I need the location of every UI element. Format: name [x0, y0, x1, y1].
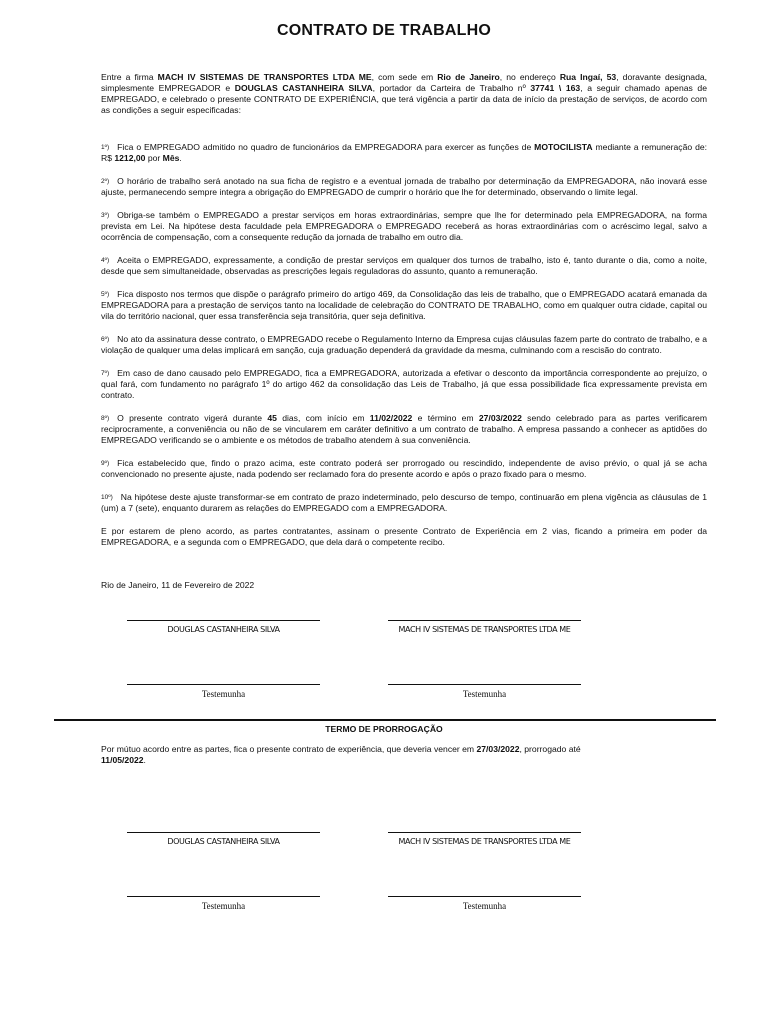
signature-label: Testemunha — [462, 689, 507, 699]
clause-text: . — [179, 153, 182, 163]
clause-9 — [101, 458, 707, 480]
signature-line — [388, 896, 581, 897]
clause-number: 5º) — [101, 291, 110, 298]
employee-name: DOUGLAS CASTANHEIRA SILVA — [234, 83, 373, 93]
clause-number: 3º) — [101, 212, 110, 219]
extension-clause-text: , prorrogado até — [519, 744, 581, 754]
signature-witness-2 — [388, 684, 581, 699]
clause-text: Fica estabelecido que, findo o prazo acima, este contrato poderá ser prorrogado ou rescindido, independente de aviso prévio, o qual já se acha convencionado no presente ajuste, nada podendo ser reclamado fora do presente acordo e após o prazo fixado para o mesmo. — [101, 458, 707, 479]
intro-text: , portador da Carteira de Trabalho nº — [372, 83, 531, 93]
intro-text: , a seguir chamado apenas de EMPREGADO, e celebrado o presente CONTRATO DE EXPERIÊNCIA, que terá vigência a partir da data de início da prestação de serviços, de acordo com as condições a seguir especificadas: — [101, 83, 707, 115]
signature-line — [388, 684, 581, 685]
extension-text — [101, 744, 621, 766]
clause-number: 7º) — [101, 370, 110, 377]
company-address: Rua Ingaí, 53 — [559, 72, 617, 82]
clause-number: 10º) — [101, 494, 113, 501]
closing-paragraph: E por estarem de pleno acordo, as partes contratantes, assinam o presente Contrato de Experiência em 2 vias, ficando a primeira em poder da EMPREGADORA, e a segunda com o EMPREGADO, que dela dará o competente recibo. — [101, 526, 707, 547]
old-end-date: 27/03/2022 — [476, 744, 520, 754]
signature-employee-extension — [127, 832, 320, 846]
clause-text: e término em — [412, 413, 479, 423]
clause-number: 2º) — [101, 178, 110, 185]
job-role: MOTOCILISTA — [534, 142, 593, 152]
intro-text: Entre a firma — [101, 72, 158, 82]
salary-value: 1212,00 — [114, 153, 146, 163]
extension-clause-text: . — [143, 755, 146, 765]
ctps-number: 37741 \ 163 — [530, 83, 581, 93]
clause-8 — [101, 413, 707, 446]
signature-line — [127, 832, 320, 833]
clause-text: Fica o EMPREGADO admitido no quadro de funcionários da EMPREGADORA para exercer as funções de — [117, 142, 535, 152]
intro-paragraph — [101, 72, 707, 116]
clause-text: Em caso de dano causado pelo EMPREGADO, fica a EMPREGADORA, autorizada a efetivar o desconto da importância correspondente ao prejuízo, o qual fará, com fundamento no parágrafo 1º do artigo 462 da consolidação das Leis de Trabalho, já que essa possibilidade fica expressamente prevista em contrato. — [101, 368, 707, 400]
clause-number: 4º) — [101, 257, 110, 264]
signature-label: DOUGLAS CASTANHEIRA SILVA — [167, 625, 280, 634]
signature-line — [388, 832, 581, 833]
signature-label: MACH IV SISTEMAS DE TRANSPORTES LTDA ME — [398, 625, 571, 634]
clause-text: O presente contrato vigerá durante — [117, 413, 268, 423]
clause-text: No ato da assinatura desse contrato, o EMPREGADO recebe o Regulamento Interno da Empresa cujas cláusulas fazem parte do contrato de trabalho, e a violação de qualquer uma delas implicará em sanção, cuja graduação dependerá da gravidade da mesma, culminando com a rescisão do contrato. — [101, 334, 707, 355]
clause-text: Fica disposto nos termos que dispõe o parágrafo primeiro do artigo 469, da Consolidação das leis de trabalho, que o EMPREGADO acatará emanada da EMPREGADORA para a prestação de serviços tanto na localidade de celebração do CONTRATO DE TRABALHO, como em qualquer outra cidade, capital ou vila do território nacional, quer essa transferência seja transitória, quer seja definitiva. — [101, 289, 707, 321]
signature-label: Testemunha — [462, 901, 507, 911]
signature-employer-extension — [388, 832, 581, 846]
signature-employee — [127, 620, 320, 634]
signature-witness-1 — [127, 684, 320, 699]
document-title: CONTRATO DE TRABALHO — [276, 22, 492, 39]
clause-7 — [101, 368, 707, 401]
clause-6 — [101, 334, 707, 356]
clause-text: O horário de trabalho será anotado na sua ficha de registro e a eventual jornada de trabalho por determinação da EMPREGADORA, não inovará esse ajuste, permanecendo sempre integra a obrigação do EMPREGADO de cumprir o horário que lhe for determinado, observando o limite legal. — [101, 176, 707, 197]
end-date: 27/03/2022 — [478, 413, 522, 423]
extension-title: TERMO DE PRORROGAÇÃO — [325, 724, 443, 734]
contract-body — [101, 72, 707, 560]
clause-4 — [101, 255, 707, 277]
clause-text: Obriga-se também o EMPREGADO a prestar serviços em horas extraordinárias, sempre que lhe for determinado pela EMPREGADORA, na forma prevista em Lei. Na hipótese desta faculdade pela EMPREGADORA o EMPREGADO receberá as horas extraordinárias com o acréscimo legal, salvo a ocorrência de compensação, com a consequente redução da jornada de trabalho em outro dia. — [101, 210, 707, 242]
intro-text: , com sede em — [371, 72, 438, 82]
clause-text: Aceita o EMPREGADO, expressamente, a condição de prestar serviços em qualquer dos turnos de trabalho, isto é, tanto durante o dia, como a noite, desde que sem simultaneidade, observadas as prescrições legais reguladoras do assunto, quanto a remuneração. — [101, 255, 707, 276]
signature-line — [127, 684, 320, 685]
signature-label: MACH IV SISTEMAS DE TRANSPORTES LTDA ME — [398, 837, 571, 846]
clause-10 — [101, 492, 707, 514]
clause-3 — [101, 210, 707, 243]
extension-clause-text: Por mútuo acordo entre as partes, fica o presente contrato de experiência, que deveria vencer em — [101, 744, 477, 754]
clause-1 — [101, 142, 707, 164]
signature-label: Testemunha — [201, 689, 246, 699]
signature-witness-2-extension — [388, 896, 581, 911]
new-end-date: 11/05/2022 — [101, 755, 144, 765]
clause-text: por — [145, 153, 163, 163]
intro-text: , doravante designada, simplesmente EMPREGADOR e — [101, 72, 708, 93]
salary-period: Mês — [162, 153, 180, 163]
start-date: 11/02/2022 — [369, 413, 413, 423]
clause-text: mediante a remuneração de: R$ — [101, 142, 708, 163]
clause-text: Na hipótese deste ajuste transformar-se em contrato de prazo indeterminado, pelo descurso de tempo, continuarão em plena vigência as cláusulas de 1 (um) a 7 (sete), enquanto durarem as relações do EMPREGADO com a EMPREGADORA. — [101, 492, 707, 513]
contract-days: 45 — [267, 413, 277, 423]
clause-number: 8º) — [101, 415, 110, 422]
signature-employer — [388, 620, 581, 634]
clause-text: sendo celebrado para as partes verificarem reciprocramente, a conveniência ou não de se vincularem em caráter definitivo a um contrato de trabalho. A empresa passando a conhecer as aptidões do EMPREGADO verificando se o ambiente e os métodos de trabalho atendem à sua conveniência. — [101, 413, 707, 445]
clause-number: 6º) — [101, 336, 110, 343]
signature-label: Testemunha — [201, 901, 246, 911]
signature-line — [388, 620, 581, 621]
company-city: Rio de Janeiro — [437, 72, 500, 82]
clause-2 — [101, 176, 707, 198]
clause-number: 9º) — [101, 460, 110, 467]
company-name: MACH IV SISTEMAS DE TRANSPORTES LTDA ME — [157, 72, 372, 82]
place-date: Rio de Janeiro, 11 de Fevereiro de 2022 — [101, 580, 255, 590]
signature-line — [127, 620, 320, 621]
clause-number: 1º) — [101, 144, 110, 151]
section-divider — [54, 719, 716, 721]
signature-line — [127, 896, 320, 897]
intro-text: , no endereço — [499, 72, 560, 82]
clause-5 — [101, 289, 707, 322]
clause-text: dias, com início em — [276, 413, 370, 423]
signature-label: DOUGLAS CASTANHEIRA SILVA — [167, 837, 280, 846]
signature-witness-1-extension — [127, 896, 320, 911]
